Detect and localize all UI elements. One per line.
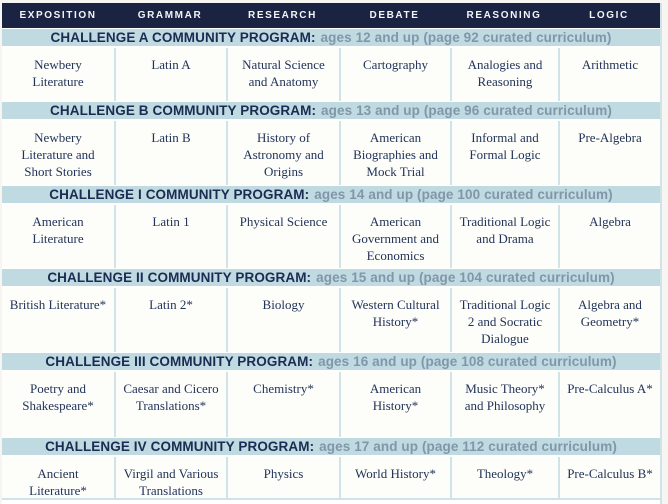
course-cell: Latin 1 xyxy=(114,205,226,268)
course-cell: Western Cultural History* xyxy=(339,288,450,352)
course-cell: Natural Science and Anatomy xyxy=(226,48,339,101)
course-cell: Cartography xyxy=(339,48,450,101)
program-info: ages 15 and up (page 104 curated curriculum) xyxy=(316,270,615,285)
program-info: ages 12 and up (page 92 curated curriculum) xyxy=(320,30,612,45)
course-cell: Biology xyxy=(226,288,339,352)
course-cell: American History* xyxy=(339,372,450,437)
course-cell: Poetry and Shakespeare* xyxy=(22,381,94,413)
program-band xyxy=(2,268,660,288)
course-cell: Traditional Logic 2 and Socratic Dialogue xyxy=(450,288,558,352)
course-row xyxy=(2,121,660,185)
course-row xyxy=(2,288,660,352)
course-cell: American Government and Economics xyxy=(339,205,450,268)
column-header: REASONING xyxy=(466,10,542,21)
course-cell: Newbery Literature xyxy=(32,57,84,89)
column-header: DEBATE xyxy=(369,10,420,21)
program-band xyxy=(2,437,660,457)
course-cell: Music Theory* and Philosophy xyxy=(450,372,558,437)
course-row xyxy=(2,48,660,101)
program-title: CHALLENGE A COMMUNITY PROGRAM: xyxy=(50,30,316,45)
course-row xyxy=(2,205,660,268)
curriculum-table xyxy=(2,3,662,504)
course-cell: Algebra and Geometry* xyxy=(558,288,660,352)
column-header: GRAMMAR xyxy=(137,10,203,21)
course-cell: Algebra xyxy=(558,205,660,268)
course-cell: Virgil and Various Translations xyxy=(114,457,226,498)
course-cell: Chemistry* xyxy=(226,372,339,437)
course-cell: American Biographies and Mock Trial xyxy=(339,121,450,185)
course-cell: Latin B xyxy=(114,121,226,185)
program-band xyxy=(2,185,660,205)
course-cell: Traditional Logic and Drama xyxy=(450,205,558,268)
program-band xyxy=(2,101,660,121)
program-info: ages 13 and up (page 96 curated curriculum) xyxy=(321,103,612,118)
course-cell: Pre-Algebra xyxy=(558,121,660,185)
program-band xyxy=(2,352,660,372)
course-cell: Pre-Calculus B* xyxy=(558,457,660,498)
program-sections xyxy=(2,28,660,500)
program-title: CHALLENGE IV COMMUNITY PROGRAM: xyxy=(45,439,315,454)
course-cell: Newbery Literature and Short Stories xyxy=(21,130,95,179)
program-title: CHALLENGE I COMMUNITY PROGRAM: xyxy=(49,187,310,202)
program-info: ages 16 and up (page 108 curated curriculum) xyxy=(318,354,617,369)
course-cell: Informal and Formal Logic xyxy=(450,121,558,185)
course-cell: Latin 2* xyxy=(114,288,226,352)
course-cell: Physical Science xyxy=(226,205,339,268)
program-band xyxy=(2,28,660,48)
program-title: CHALLENGE B COMMUNITY PROGRAM: xyxy=(50,103,317,118)
course-cell: Theology* xyxy=(450,457,558,498)
course-cell: Ancient Literature* xyxy=(29,466,87,498)
course-cell: Arithmetic xyxy=(558,48,660,101)
program-title: CHALLENGE III COMMUNITY PROGRAM: xyxy=(45,354,314,369)
course-row xyxy=(2,457,660,500)
course-cell: Pre-Calculus A* xyxy=(558,372,660,437)
course-cell: History of Astronomy and Origins xyxy=(226,121,339,185)
course-cell: British Literature* xyxy=(9,297,107,312)
course-cell: American Literature xyxy=(32,214,84,246)
course-cell: Latin A xyxy=(114,48,226,101)
course-row xyxy=(2,372,660,437)
column-header-row xyxy=(2,3,660,28)
program-title: CHALLENGE II COMMUNITY PROGRAM: xyxy=(47,270,312,285)
column-header: LOGIC xyxy=(589,10,629,21)
program-info: ages 14 and up (page 100 curated curriculum) xyxy=(314,187,613,202)
program-info: ages 17 and up (page 112 curated curriculum) xyxy=(319,439,617,454)
course-cell: Caesar and Cicero Translations* xyxy=(114,372,226,437)
course-cell: Analogies and Reasoning xyxy=(450,48,558,101)
course-cell: Physics xyxy=(226,457,339,498)
column-header: RESEARCH xyxy=(248,10,317,21)
column-header: EXPOSITION xyxy=(19,10,97,21)
course-cell: World History* xyxy=(339,457,450,498)
